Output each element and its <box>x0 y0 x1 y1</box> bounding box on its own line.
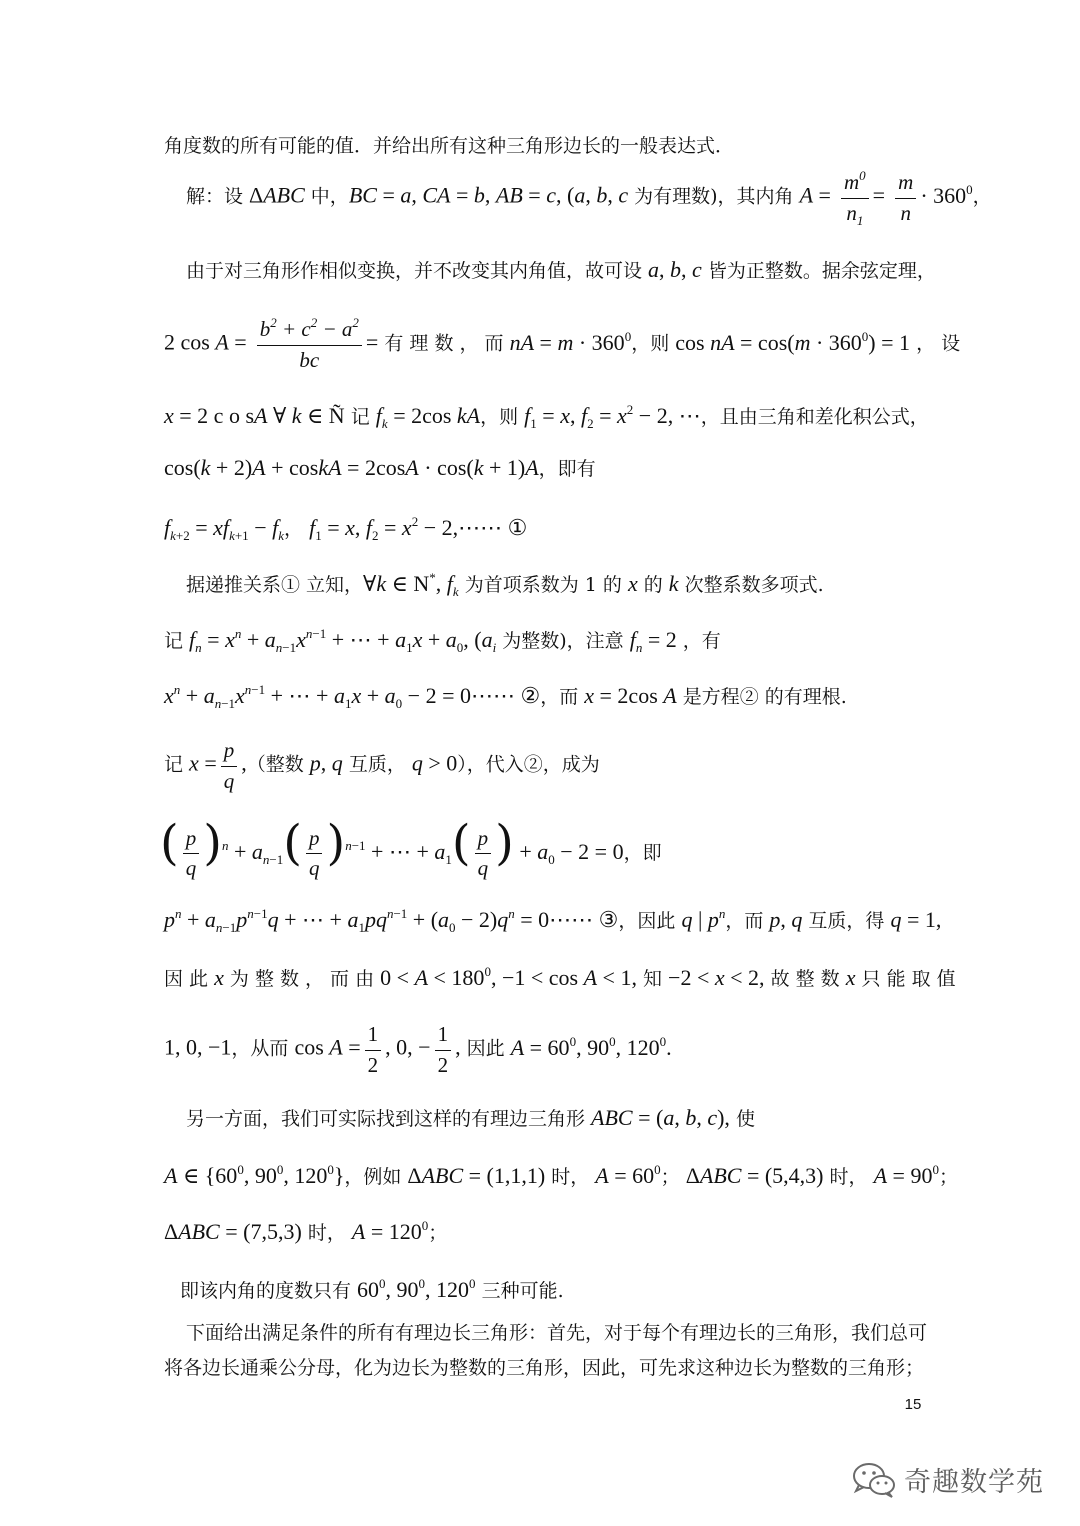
text-line-7: 据递推关系① 立知，∀k ∈ N*, $f_k$ 为首项系数为 1 的 x 的 k 次整系数多项式. <box>186 569 824 599</box>
line-content: 角度数的所有可能的值．并给出所有这种三角形边长的一般表达式． <box>164 134 735 157</box>
text-line-18: 即该内角的度数只有 $60^0$, $90^0$, $120^0$ 三种可能. <box>180 1275 564 1302</box>
text-line-6: $f_{k+2} = xf_{k+1} - f_k$， $f_1 = x$, $f_2 = x^2$ − 2,⋯⋯ ① <box>164 513 528 543</box>
watermark-text: 奇趣数学苑 <box>904 1466 1044 1498</box>
text-line-20 <box>0 1340 1080 1396</box>
text-line-12: $p^n + a_{n-1}p^{n-1}q$ + ⋯ + $a_1pq^{n-1} + (a_0 - 2)q^n$ = 0⋯⋯ ③，因此 q | $p^n$，而 p, q 互质，得 q = 1, <box>164 905 942 935</box>
text-line-14: 1, 0, −1，从而 cos A = $\frac{1}{2}$ , 0, − $\frac{1}{2}$ , 因此 $A = 60^0$, $90^0$, $120^0$. <box>164 1022 672 1077</box>
text-line-17: ΔABC = (7,5,3) 时， $A = 120^0$； <box>164 1217 448 1244</box>
text-line-0 <box>0 118 1080 174</box>
text-line-10: 记 x = $\frac{p}{q}$ ,（整数 p, q 互质， q > 0），代入②，成为 <box>164 738 600 793</box>
text-line-13: 因 此 x 为 整 数 ， 而 由 $0 < A < 180^0$, −1 < cos A < 1, 知 −2 < x < 2, 故 整 数 x 只 能 取 值 <box>164 963 956 990</box>
text-line-4: x = 2 c o sA ∀ k ∈ Ñ 记 $f_k = 2\cos$ kA，则 $f_1 = x$, $f_2 = x^2 - 2$, ⋯，且由三角和差化积公式， <box>164 401 929 431</box>
text-line-5: cos(k + 2)A + coskA = 2cosA · cos(k + 1)A，即有 <box>164 454 596 480</box>
page-number: 15 <box>904 1396 922 1413</box>
wechat-icon <box>850 1459 898 1499</box>
line-content: 将各边长通乘公分母，化为边长为整数的三角形，因此，可先求这种边长为整数的三角形； <box>164 1356 925 1379</box>
text-line-2: 由于对三角形作相似变换，并不改变其内角值，故可设 a, b, c 皆为正整数。据余弦定理， <box>186 256 936 282</box>
text-line-16: A ∈ {$60^0$, $90^0$, $120^0$}，例如 ΔABC = (1,1,1) 时， $A = 60^0$； ΔABC = (5,4,3) 时， $A = 90^0$； <box>164 1161 958 1188</box>
line-content: 下面给出满足条件的所有有理边长三角形：首先，对于每个有理边长的三角形，我们总可 <box>186 1321 928 1344</box>
text-line-11: ( $\frac{p}{q}$ )$^n + a_{n-1}$( $\frac{p}{q}$ )$^{n-1}$ + ⋯ + $a_1$( $\frac{p}{q}$ ) + $a_0 - 2 = 0$，即 <box>160 814 662 881</box>
text-line-15: 另一方面，我们可实际找到这样的有理边三角形 ABC = (a, b, c), 使 <box>186 1104 755 1130</box>
text-line-1: 解：设 ΔABC 中，BC = a, CA = b, AB = c, (a, b, c 为有理数)，其内角 A = $\frac{m^0}{n_1}$ = $\frac{m}{n}$ · $360^0$， <box>186 168 992 228</box>
text-line-3: 2 cos A = $\frac{b^2 + c^2 - a^2}{bc}$ = 有 理 数 ， 而 nA = $m \cdot 360^0$，则 cos nA = $\cos(m \cdot 360^0) = 1$ ， 设 <box>164 315 961 372</box>
text-line-8: 记 $f_n = x^n + a_{n-1}x^{n-1}$ + ⋯ + $a_1x + a_0$, ($a_i$ 为整数)，注意 $f_n = 2$ ，有 <box>164 625 721 655</box>
watermark <box>850 1454 1070 1504</box>
text-line-9: $x^n + a_{n-1}x^{n-1}$ + ⋯ + $a_1x + a_0 - 2$ = 0⋯⋯ ②，而 x = 2cos A 是方程② 的有理根. <box>164 681 847 711</box>
